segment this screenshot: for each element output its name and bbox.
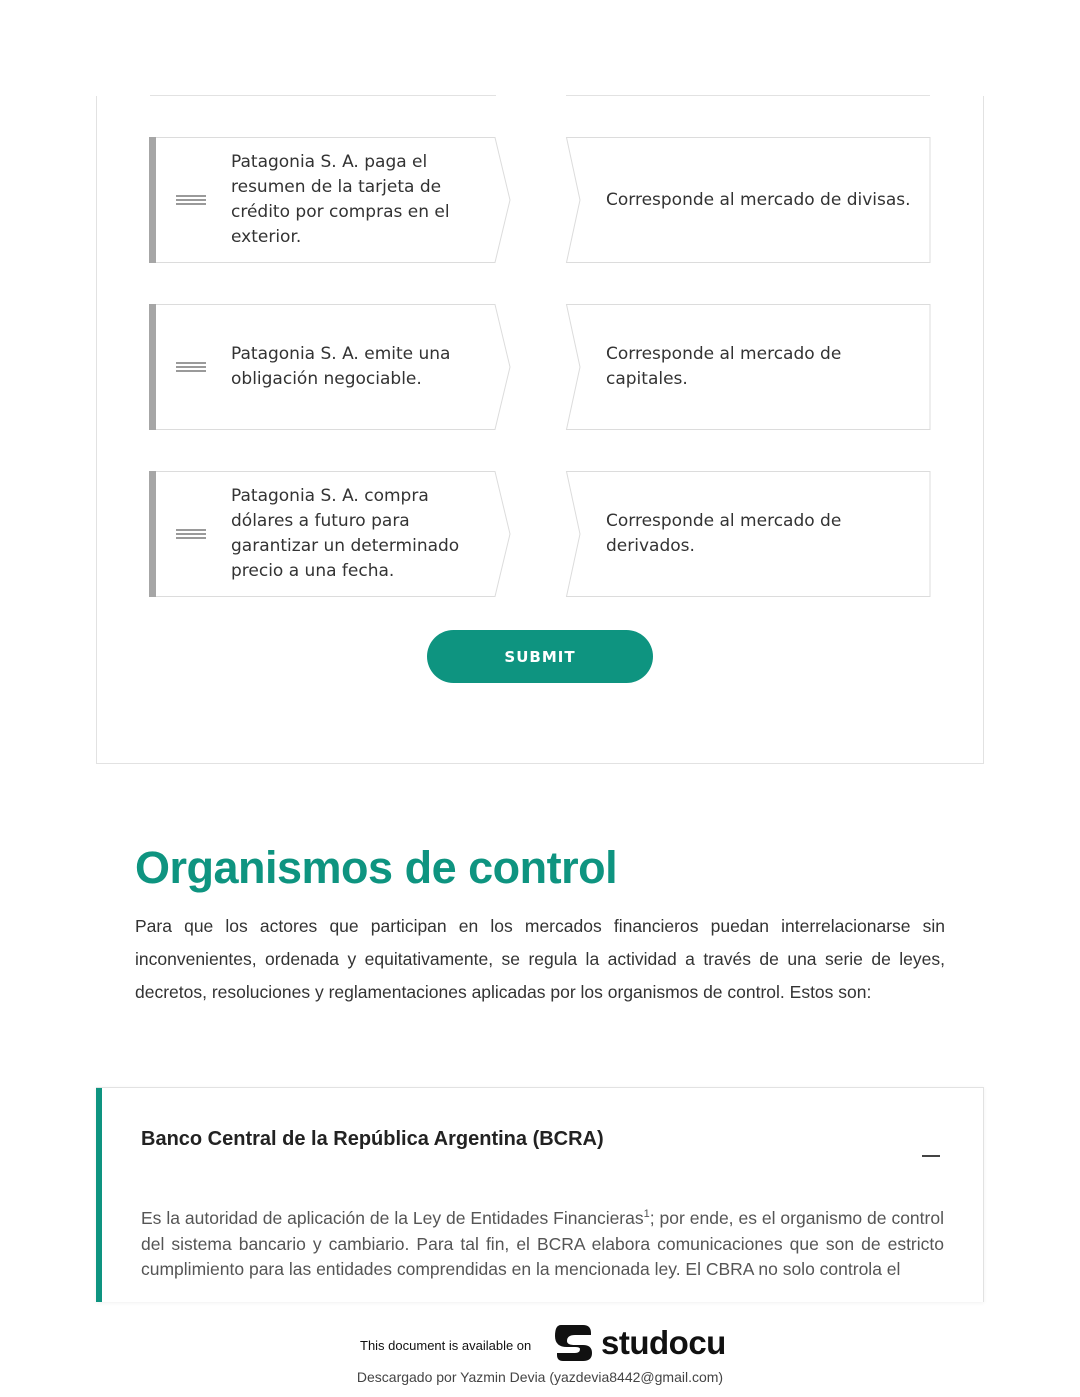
accordion-body-start: Es la autoridad de aplicación de la Ley de Entidades Financieras xyxy=(141,1208,644,1228)
footnote-marker[interactable]: 1 xyxy=(643,1208,650,1221)
answer-drop-target[interactable] xyxy=(566,304,931,430)
answer-drop-target[interactable] xyxy=(566,137,931,263)
section-title: Organismos de control xyxy=(135,842,618,893)
statement-text: Patagonia S. A. compra dólares a futuro para garantizar un determinado precio a una fecha. xyxy=(231,486,460,581)
available-on-text: This document is available on xyxy=(360,1338,532,1353)
accordion-title[interactable]: Banco Central de la República Argentina (BCRA) xyxy=(141,1128,604,1150)
answer-text: Corresponde al mercado de capitales. xyxy=(606,344,842,389)
section-paragraph: Para que los actores que participan en los mercados financieros puedan interrelacionarse sin inconvenientes, ordenada y equitativamente, se regula la actividad a través de una serie de leyes, decretos, resoluciones y reglamentaciones aplicadas por los organismos de control. Estos son: xyxy=(135,916,945,1002)
accordion-panel-bcra xyxy=(96,1087,984,1302)
previous-answer-edge xyxy=(566,95,930,96)
studocu-logo[interactable] xyxy=(553,1322,726,1364)
statement-text: Patagonia S. A. paga el resumen de la tarjeta de crédito por compras en el exterior. xyxy=(231,152,450,247)
accordion-body-rest: ; por ende, es el organismo de control del sistema bancario y cambiario. Para tal fin, el BCRA elabora comunicaciones que son de estricto cumplimiento para las entidades comprendidas en la mencionada ley. El CBRA no solo controla el xyxy=(141,1208,944,1279)
answer-text: Corresponde al mercado de derivados. xyxy=(606,511,842,556)
studocu-brand: studocu xyxy=(601,1324,726,1361)
downloaded-by-text: Descargado por Yazmin Devia (yazdevia8442@gmail.com) xyxy=(356,1369,724,1385)
draggable-statement-card[interactable] xyxy=(149,137,511,263)
drag-handle-icon[interactable] xyxy=(176,195,206,205)
accordion-accent-bar xyxy=(96,1088,102,1302)
accordion-body xyxy=(141,1206,944,1283)
answer-drop-target[interactable] xyxy=(566,471,931,597)
collapse-minus-icon[interactable] xyxy=(918,1138,944,1162)
studocu-logo-icon xyxy=(553,1322,595,1364)
draggable-statement-card[interactable] xyxy=(149,304,511,430)
previous-card-edge xyxy=(150,95,496,96)
draggable-statement-card[interactable] xyxy=(149,471,511,597)
submit-button[interactable]: SUBMIT xyxy=(427,630,653,683)
drag-handle-icon[interactable] xyxy=(176,529,206,539)
answer-text: Corresponde al mercado de divisas. xyxy=(606,189,911,210)
drag-handle-icon[interactable] xyxy=(176,362,206,372)
statement-text: Patagonia S. A. emite una obligación negociable. xyxy=(231,344,451,389)
